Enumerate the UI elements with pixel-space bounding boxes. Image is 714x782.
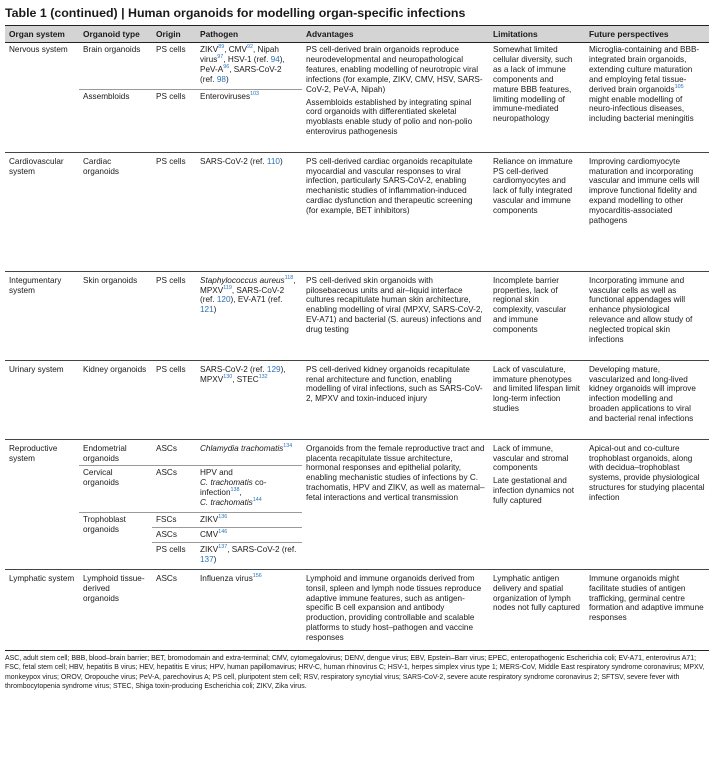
pathogen-cell: ZIKV$^{89}$, CMV$^{92}$, Nipah virus$^{97}$, HSV-1 (ref. 94), PeV-$A^{96}$, SARS-CoV-2 (ref. 98)	[200, 44, 285, 84]
table-row	[5, 271, 709, 360]
pathogen-cell: SARS-CoV-2 (ref. 110)	[196, 152, 302, 271]
organ-system-cell: Cardiovascular system	[5, 152, 79, 271]
organ-system-cell: Integumentary system	[5, 271, 79, 360]
origin-cell: PS cells	[152, 271, 196, 360]
future-cell: Improving cardiomyocyte maturation and incorporating vascular and immune cells will improve functional fidelity and expand modelling to other myocarditis-associated pathogens	[585, 152, 709, 271]
limitations-cell: Lymphatic antigen delivery and spatial organization of lymph nodes not fully captured	[489, 569, 585, 647]
limitations-cell: Lack of vasculature, immature phenotypes and limited lifespan limit long-term infection studies	[489, 360, 585, 439]
organoid-type-cell: Assembloids	[79, 89, 152, 152]
pathogen-cell: HPV and C. trachomatis co-infection$^{138}$, C. trachomatis$^{144}$	[196, 466, 302, 513]
table-footnote	[5, 650, 709, 692]
advantages-cell: PS cell-derived brain organoids reproduce neurodevelopmental and neuropathological features, enabling modelling of neurotropic viral infections (for example, ZIKV, CMV, HSV, SARS-CoV-2, PeV-A, Nipah) Assembloids established by integrating spinal cord organoids with differentiated skeletal myoblasts enable study of polio and non-polio enterovirus pathogenesis	[306, 45, 483, 137]
advantages-cell: PS cell-derived kidney organoids recapitulate renal architecture and function, enabling modelling of viral infections, such as SARS-CoV-2, MPXV and toxin-induced injury	[302, 360, 489, 439]
pathogen-cell: Staphylococcus aureus$^{118}$, MPXV$^{119}$, SARS-CoV-2 (ref. 120), EV-A71 (ref. 121)	[196, 271, 302, 360]
origin-cell: PS cells	[156, 45, 186, 54]
table-row	[5, 43, 709, 90]
organoid-type-cell: Cervical organoids	[79, 466, 152, 513]
organoid-type-cell: Brain organoids	[83, 45, 141, 54]
organoid-type-cell: Trophoblast organoids	[79, 513, 152, 570]
abbreviations-text: ASC, adult stem cell; BBB, blood–brain barrier; BET, bromodomain and extra-terminal; CMV, cytomegalovirus; DENV, dengue virus; EBV, Epstein–Barr virus; EPEC, enteropathogenic Escherichia coli; EV-A71, enterovirus A71; FSC, fetal stem cell; HBV, hepatitis B virus; HEV, hepatitis E virus; HPV, human papillomavirus; HRV-C, human rhinovirus C; HSV-1, herpes simplex virus type 1; MERS-CoV, Middle East respiratory syndrome coronavirus; MPXV, monkeypox virus; OROV, Oropouche virus; PeV-A, parechovirus A; PS cell, pluripotent stem cell; RSV, respiratory syncytial virus; SARS-CoV-2, severe acute respiratory syndrome coronavirus 2; SFTSV, severe fever with thrombocytopenia syndrome virus; STEC, Shiga toxin-producing Escherichia coli; ZIKV, Zika virus.	[5, 655, 705, 691]
col-future: Future perspectives	[585, 26, 709, 43]
origin-cell: ASCs	[152, 527, 196, 542]
origin-cell: ASCs	[152, 569, 196, 647]
origin-cell: FSCs	[152, 513, 196, 528]
col-origin: Origin	[152, 26, 196, 43]
organ-system-cell: Nervous system	[9, 45, 68, 54]
future-cell: Apical-out and co-culture trophoblast organoids, along with decidua–trophoblast systems, provide physiological structures for studying placental infection	[585, 439, 709, 569]
col-organoid-type: Organoid type	[79, 26, 152, 43]
col-organ-system: Organ system	[5, 26, 79, 43]
table-row	[5, 360, 709, 439]
pathogen-cell: SARS-CoV-2 (ref. 129), MPXV$^{130}$, STEC$^{132}$	[196, 360, 302, 439]
table-title: Table 1 (continued) | Human organoids for modelling organ-specific infections	[5, 6, 466, 20]
table-row	[5, 439, 709, 466]
pathogen-cell: Influenza virus$^{156}$	[196, 569, 302, 647]
col-pathogen: Pathogen	[196, 26, 302, 43]
origin-cell: PS cells	[152, 89, 196, 152]
advantages-cell: PS cell-derived cardiac organoids recapitulate myocardial and vascular responses to viral infection, particularly SARS-CoV-2, enabling mechanistic studies of inflammation-induced cardiac dysfunction and therapeutic screening (for example, BET inhibitors)	[302, 152, 489, 271]
limitations-cell: Lack of immune, vascular and stromal components Late gestational and infection dynamics not fully captured	[489, 439, 585, 569]
future-cell: Microglia-containing and BBB-integrated brain organoids, extending culture maturation and employing fetal tissue-derived brain organoids$^{105}$ might enable modelling of neuro-infectious diseases, including bacterial meningitis	[589, 45, 700, 124]
advantages-cell: Organoids from the female reproductive tract and placenta recapitulate tissue architecture, hormonal responses and epithelial polarity, enabling mechanistic studies of infections by C. trachomatis, HPV and ZIKV, as well as maternal–fetal interactions and vertical transmission	[302, 439, 489, 569]
col-advantages: Advantages	[302, 26, 489, 43]
origin-cell: ASCs	[152, 466, 196, 513]
organ-system-cell: Urinary system	[5, 360, 79, 439]
organ-system-cell: Reproductive system	[5, 439, 79, 569]
table-row	[5, 152, 709, 271]
limitations-cell: Incomplete barrier properties, lack of regional skin complexity, vascular and immune components	[489, 271, 585, 360]
pathogen-cell: ZIKV$^{137}$, SARS-CoV-2 (ref. 137)	[196, 542, 302, 569]
origin-cell: PS cells	[152, 360, 196, 439]
organoid-type-cell: Cardiac organoids	[79, 152, 152, 271]
organoid-type-cell: Lymphoid tissue-derived organoids	[79, 569, 152, 647]
organ-system-cell: Lymphatic system	[5, 569, 79, 647]
advantages-cell: PS cell-derived skin organoids with pilosebaceous units and air–liquid interface cultures recapitulate human skin architecture, enabling modelling of viral (MPXV, SARS-CoV-2, EV-A71) and bacterial (S. aureus) infections and drug testing	[302, 271, 489, 360]
pathogen-cell: CMV$^{146}$	[196, 527, 302, 542]
origin-cell: PS cells	[152, 542, 196, 569]
col-limitations: Limitations	[489, 26, 585, 43]
header-row	[5, 26, 709, 43]
organoid-type-cell: Kidney organoids	[79, 360, 152, 439]
future-cell: Developing mature, vascularized and long-lived kidney organoids will improve infection modelling and broaden applications to viral and bacterial renal infections	[585, 360, 709, 439]
organoid-table	[5, 25, 709, 647]
pathogen-cell: ZIKV$^{136}$	[196, 513, 302, 528]
future-cell: Immune organoids might facilitate studies of antigen trafficking, germinal centre formation and adaptive immune responses	[585, 569, 709, 647]
future-cell: Incorporating immune and vascular cells as well as functional appendages will enhance physiological relevance and allow study of neglected tropical skin infections	[585, 271, 709, 360]
advantages-cell: Lymphoid and immune organoids derived from tonsil, spleen and lymph node tissues reproduce adaptive immune features, such as antigen-specific B cell expansion and antibody production, providing controllable and scalable platforms to study host–pathogen and vaccine responses	[302, 569, 489, 647]
origin-cell: PS cells	[152, 152, 196, 271]
origin-cell: ASCs	[152, 439, 196, 466]
pathogen-cell: Enteroviruses$^{103}$	[196, 89, 302, 152]
table-row	[5, 569, 709, 647]
organoid-type-cell: Skin organoids	[79, 271, 152, 360]
organoid-type-cell: Endometrial organoids	[79, 439, 152, 466]
pathogen-cell: Chlamydia trachomatis$^{134}$	[196, 439, 302, 466]
limitations-cell: Somewhat limited cellular diversity, such as a lack of immune components and mature BBB features, limiting modelling of immune-mediated neuropathology	[493, 45, 573, 124]
limitations-cell: Reliance on immature PS cell-derived cardiomyocytes and lack of fully integrated vascular and immune components	[489, 152, 585, 271]
